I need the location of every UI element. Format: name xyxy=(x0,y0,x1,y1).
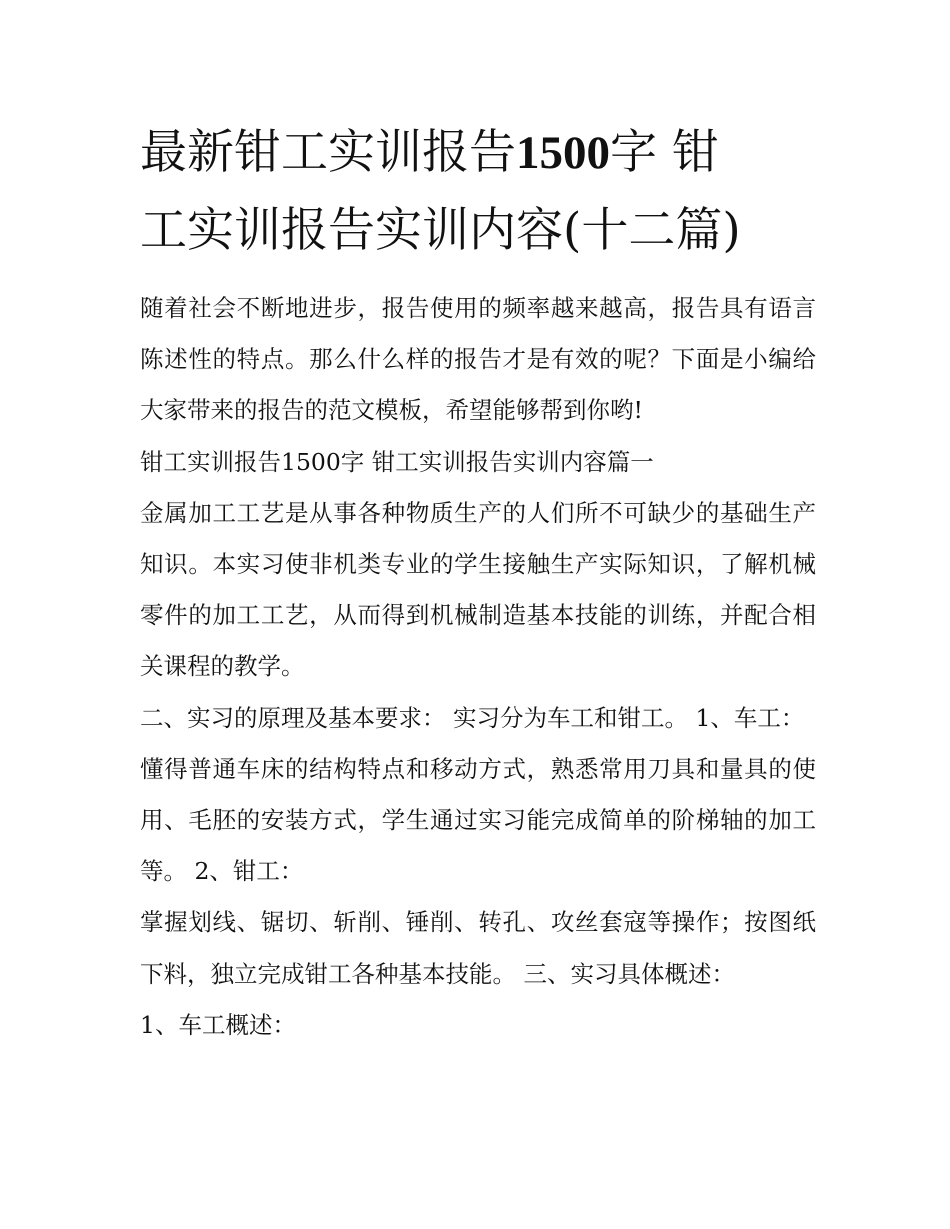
paragraph-lathe-overview: 1、车工概述： xyxy=(140,1010,296,1039)
title-line-1 xyxy=(140,114,820,192)
title-line-1-text-b: 字 钳 xyxy=(610,125,719,180)
paragraph-intro: 随着社会不断地进步，报告使用的频率越来越高，报告具有语言陈述性的特点。那么什么样的报告才是有效的呢？下面是小编给大家带来的报告的范文模板，希望能够帮到你哟! xyxy=(140,294,816,425)
document-title xyxy=(140,114,820,269)
section-heading: 钳工实训报告1500字 钳工实训报告实训内容篇一 xyxy=(140,447,654,476)
document-body xyxy=(140,283,816,1051)
title-line-2: 工实训报告实训内容(十二篇) xyxy=(140,203,741,258)
paragraph-principles: 二、实习的原理及基本要求： 实习分为车工和钳工。 1、车工： xyxy=(140,703,805,732)
paragraph-lathe: 懂得普通车床的结构特点和移动方式，熟悉常用刀具和量具的使用、毛胚的安装方式，学生通过实习能完成简单的阶梯轴的加工等。 2、钳工： xyxy=(140,754,816,886)
title-line-1-number: 1500 xyxy=(516,127,610,179)
title-line-1-text-a: 最新钳工实训报告 xyxy=(140,125,516,180)
paragraph-metal-processing: 金属加工工艺是从事各种物质生产的人们所不可缺少的基础生产知识。本实习使非机类专业的学生接触生产实际知识，了解机械零件的加工工艺，从而得到机械制造基本技能的训练，并配合相关课程的教学。 xyxy=(140,498,816,681)
paragraph-bench-work: 掌握划线、锯切、斩削、锤削、转孔、攻丝套寇等操作；按图纸下料，独立完成钳工各种基本技能。 三、实习具体概述： xyxy=(140,908,816,988)
